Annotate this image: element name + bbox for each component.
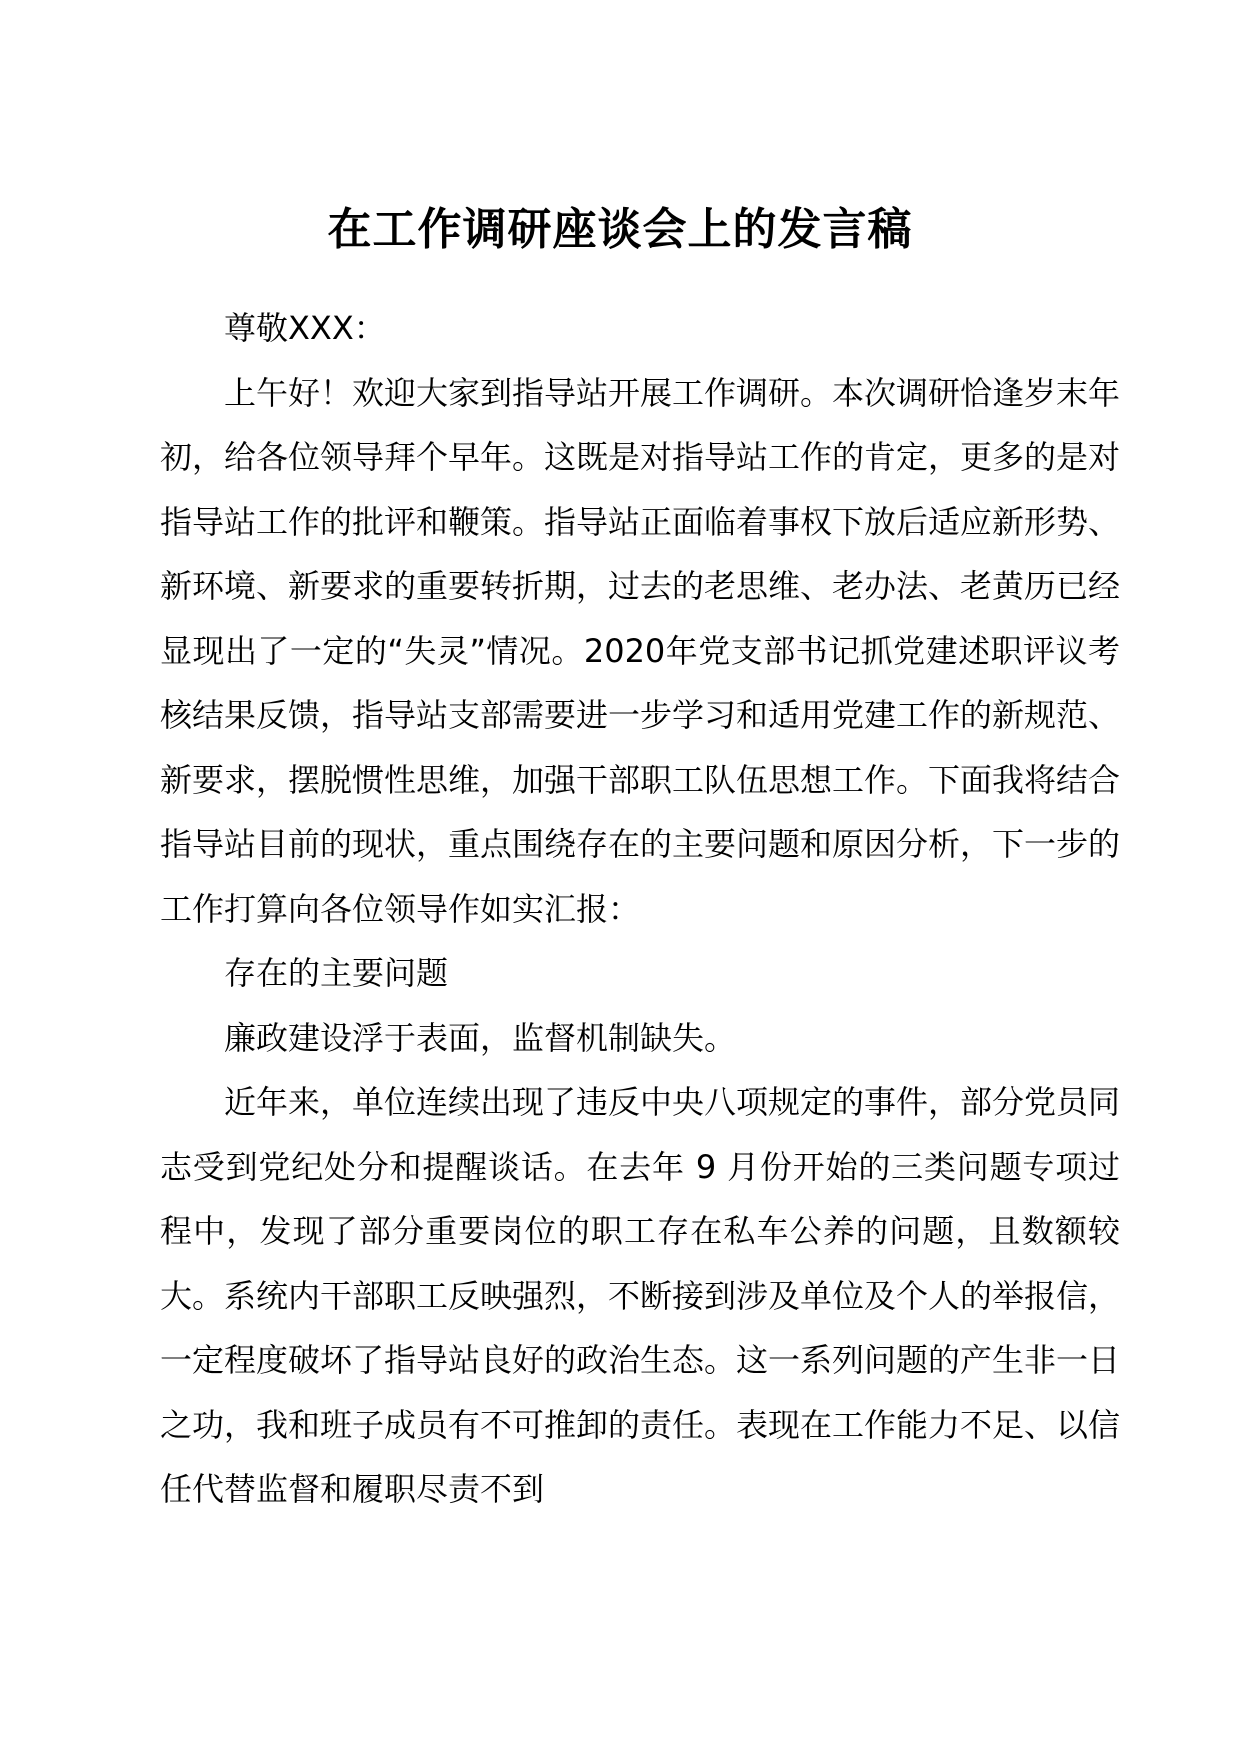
salutation: 尊敬XXX： (224, 309, 386, 347)
document-body (160, 296, 1120, 1522)
paragraph-greeting: 上午好！欢迎大家到指导站开展工作调研。本次调研恰逢岁末年初，给各位领导拜个早年。这既是对指导站工作的肯定，更多的是对指导站工作的批评和鞭策。指导站正面临着事权下放后适应新形势、新环境、新要求的重要转折期，过去的老思维、老办法、老黄历已经显现出了一定的“失灵”情况。2020年党支部书记抓党建述职评议考核结果反馈，指导站支部需要进一步学习和适用党建工作的新规范、新要求，摆脱惯性思维，加强干部职工队伍思想工作。下面我将结合指导站目前的现状，重点围绕存在的主要问题和原因分析，下一步的工作打算向各位领导作如实汇报： (160, 373, 1121, 928)
section-heading-main-problems: 存在的主要问题 (224, 954, 449, 992)
subheading-integrity-building: 廉政建设浮于表面，监督机制缺失。 (224, 1018, 737, 1057)
paragraph-recent-incidents: 近年来，单位连续出现了违反中央八项规定的事件，部分党员同志受到党纪处分和提醒谈话。在去年 9 月份开始的三类问题专项过程中，发现了部分重要岗位的职工存在私车公养的问题，且数额较大。系统内干部职工反映强烈，不断接到涉及单位及个人的举报信，一定程度破坏了指导站良好的政治生态。这一系列问题的产生非一日之功，我和班子成员有不可推卸的责任。表现在工作能力不足、以信任代替监督和履职尽责不到 (160, 1083, 1121, 1508)
document-title: 在工作调研座谈会上的发言稿 (327, 204, 913, 255)
